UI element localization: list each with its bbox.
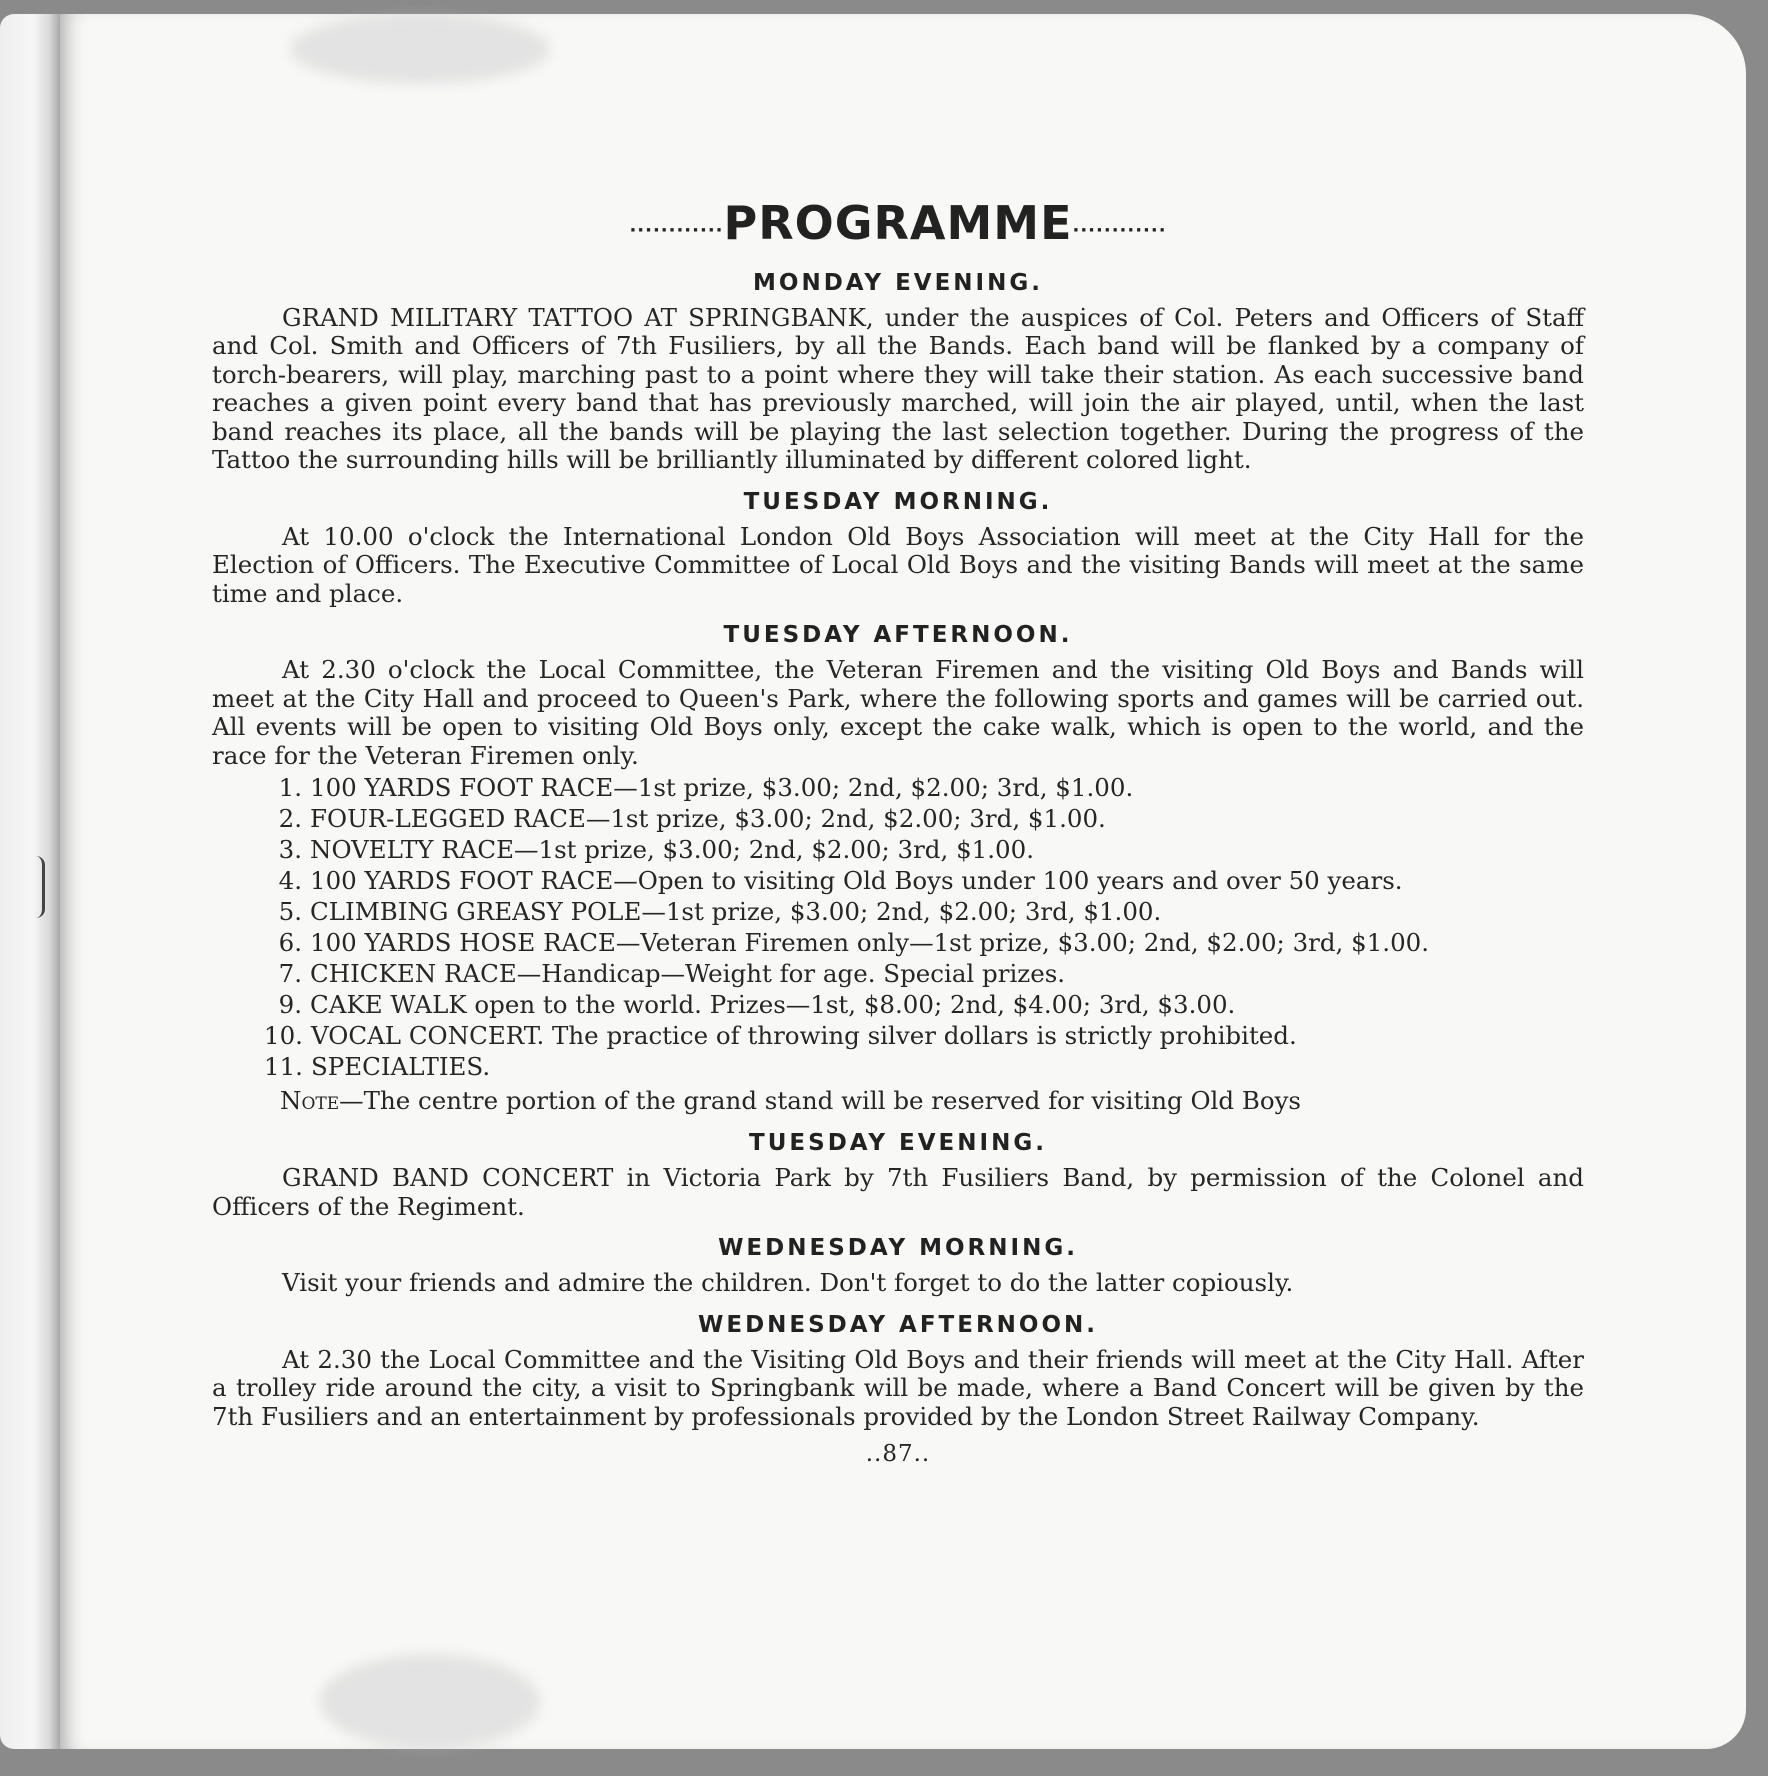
heading-tuesday-afternoon: TUESDAY AFTERNOON. (723, 622, 1073, 648)
list-item (264, 803, 1584, 834)
event-text: VOCAL CONCERT. The practice of throwing silver dollars is strictly prohibited. (310, 1021, 1297, 1050)
event-number: 3. (278, 835, 302, 864)
event-number: 10. (264, 1021, 303, 1050)
event-number: 5. (278, 897, 302, 926)
event-text: 100 YARDS FOOT RACE—1st prize, $3.00; 2nd, $2.00; 3rd, $1.00. (310, 773, 1134, 802)
grand-stand-note (280, 1086, 1584, 1116)
paragraph-wednesday-morning: Visit your friends and admire the children. Don't forget to do the latter copiously. (282, 1268, 1294, 1297)
list-item (264, 989, 1584, 1020)
event-number: 6. (278, 928, 302, 957)
title-ornament-right: ............ (1072, 215, 1167, 237)
event-text: 100 YARDS HOSE RACE—Veteran Firemen only—1st prize, $3.00; 2nd, $2.00; 3rd, $1.00. (310, 928, 1430, 957)
event-text: CAKE WALK open to the world. Prizes—1st, $8.00; 2nd, $4.00; 3rd, $3.00. (310, 990, 1236, 1019)
sports-events-list (212, 772, 1584, 1082)
paragraph-monday-evening: GRAND MILITARY TATTOO AT SPRINGBANK, under the auspices of Col. Peters and Officers of Staff and Col. Smith and Officers of 7th Fusiliers, by all the Bands. Each band will be flanked by a company of torch-bearers, will play, marching past to a point where they will take their station. As each successive band reaches a given point every band that has previously marched, will join the air played, until, when the last band reaches its place, all the bands will be playing the last selection together. During the progress of the Tattoo the surrounding hills will be brilliantly illuminated by different colored light. (212, 302, 1584, 474)
list-item (264, 772, 1584, 803)
list-item (264, 958, 1584, 989)
list-item (264, 865, 1584, 896)
heading-wednesday-afternoon: WEDNESDAY AFTERNOON. (697, 1311, 1098, 1338)
list-item (264, 927, 1584, 958)
event-text: FOUR-LEGGED RACE—1st prize, $3.00; 2nd, $2.00; 3rd, $1.00. (310, 804, 1106, 833)
heading-tuesday-morning: TUESDAY MORNING. (743, 488, 1053, 515)
note-label: Note (280, 1086, 340, 1115)
paragraph-wednesday-afternoon: At 2.30 the Local Committee and the Visiting Old Boys and their friends will meet at the City Hall. After a trolley ride around the city, a visit to Springbank will be made, where a Band Concert will be given by the 7th Fusiliers and an entertainment by professionals provided by the London Street Railway Company. (212, 1344, 1584, 1431)
event-text: NOVELTY RACE—1st prize, $3.00; 2nd, $2.00; 3rd, $1.00. (310, 835, 1034, 864)
paragraph-tuesday-morning: At 10.00 o'clock the International London Old Boys Association will meet at the City Hall for the Election of Officers. The Executive Committee of Local Old Boys and the visiting Bands will meet at the same time and place. (212, 521, 1584, 608)
paragraph-tuesday-evening: GRAND BAND CONCERT in Victoria Park by 7th Fusiliers Band, by permission of the Colonel and Officers of the Regiment. (212, 1163, 1584, 1221)
event-number: 11. (264, 1052, 303, 1081)
event-number: 9. (278, 990, 302, 1019)
title-ornament-left: ............ (629, 215, 724, 237)
event-number: 1. (278, 773, 302, 802)
event-text: SPECIALTIES. (310, 1052, 491, 1081)
page-title (212, 194, 1584, 256)
heading-tuesday-evening: TUESDAY EVENING. (749, 1130, 1047, 1156)
note-text: —The centre portion of the grand stand will be reserved for visiting Old Boys (339, 1086, 1302, 1115)
facing-page-edge (0, 14, 60, 1749)
heading-wednesday-morning: WEDNESDAY MORNING. (718, 1235, 1078, 1261)
list-item (264, 834, 1584, 865)
event-number: 7. (278, 959, 302, 988)
paper-stain-top (290, 14, 550, 84)
heading-monday-evening: MONDAY EVENING. (753, 269, 1043, 296)
event-text: CHICKEN RACE—Handicap—Weight for age. Special prizes. (310, 959, 1066, 988)
event-text: CLIMBING GREASY POLE—1st prize, $3.00; 2nd, $2.00; 3rd, $1.00. (310, 897, 1162, 926)
paragraph-tuesday-afternoon: At 2.30 o'clock the Local Committee, the Veteran Firemen and the visiting Old Boys and Bands will meet at the City Hall and proceed to Queen's Park, where the following sports and games will be carried out. All events will be open to visiting Old Boys only, except the cake walk, which is open to the world, and the race for the Veteran Firemen only. (212, 655, 1584, 770)
event-number: 4. (278, 866, 302, 895)
event-number: 2. (278, 804, 302, 833)
list-item (264, 896, 1584, 927)
list-item (264, 1020, 1584, 1051)
page-number: ..87.. (865, 1441, 931, 1467)
page-edge-mark (36, 856, 45, 918)
programme-content (212, 194, 1584, 1467)
event-text: 100 YARDS FOOT RACE—Open to visiting Old Boys under 100 years and over 50 years. (310, 866, 1403, 895)
title-text: PROGRAMME (723, 196, 1073, 250)
paper-stain-bottom (320, 1654, 540, 1749)
list-item (264, 1051, 1584, 1082)
